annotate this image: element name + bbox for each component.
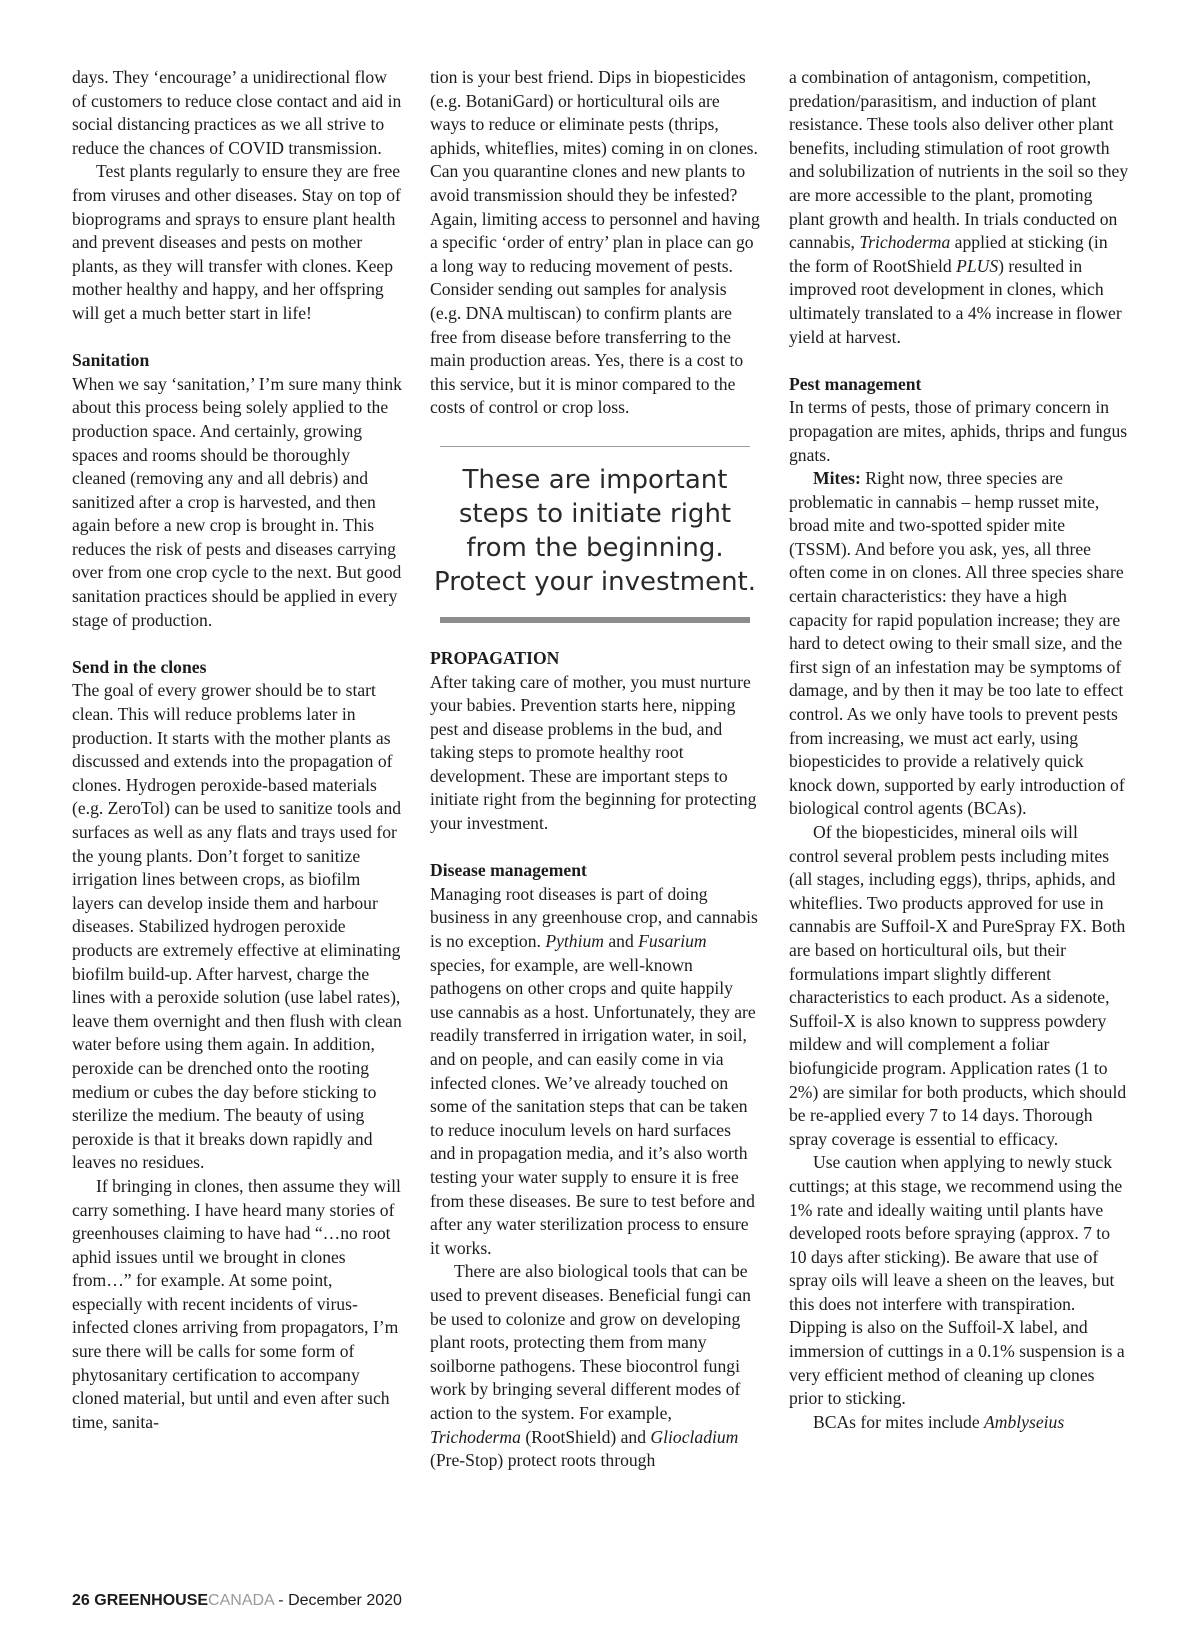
pullquote: These are important steps to initiate right from the beginning. Protect your investment. [434,464,757,597]
paragraph: The goal of every grower should be to start clean. This will reduce problems later in production. It starts with the mother plants as discussed and extends into the propagation of clones. Hydrogen peroxide-based materials (e.g. ZeroTol) can be used to sanitize tools and surfaces as well as any flats and trays used for the young plants. Don’t forget to sanitize irrigation lines between crops, as biofilm layers can develop inside them and harbour diseases. Stabilized hydrogen peroxide products are extremely effective at eliminating biofilm build-up. After harvest, charge the lines with a peroxide solution (use label rates), leave them overnight and then flush with clean water before using them again. In addition, peroxide can be drenched onto the rooting medium or cubes the day before sticking to sterilize the medium. The beauty of using peroxide is that it breaks down rapidly and leaves no residues. [72,680,402,1173]
section-heading-propagation: PROPAGATION [430,647,560,668]
section-heading-sanitation: Sanitation [72,350,150,371]
section-heading-pest: Pest management [789,373,922,394]
page-footer [72,1592,402,1610]
section-heading-clones: Send in the clones [72,656,207,677]
paragraph: After taking care of mother, you must nurture your babies. Prevention starts here, nipping pest and disease problems in the bud, and taking steps to promote healthy root development. These are important steps to initiate right from the beginning for protecting your investment. [430,671,757,834]
paragraph: Test plants regularly to ensure they are free from viruses and other diseases. Stay on top of bioprograms and sprays to ensure plant health and prevent diseases and pests on mother plants, as they will transfer with clones. Keep mother healthy and happy, and her offspring will get a much better start in life! [72,161,401,323]
paragraph: days. They ‘encourage’ a unidirectional flow of customers to reduce close contact and aid in social distancing practices as we all strive to reduce the chances of COVID transmission. [72,67,402,158]
paragraph: There are also biological tools that can be used to prevent diseases. Beneficial fungi can be used to colonize and grow on developing plant roots, protecting them from many soilborne pathogens. These biocontrol fungi work by bringing several different modes of action to the system. For example, Trichoderma (RootShield) and Gliocladium (Pre-Stop) protect roots through [430,1261,751,1471]
issue-date: - December 2020 [278,1592,402,1609]
paragraph: BCAs for mites include Amblyseius [813,1411,1065,1432]
paragraph: If bringing in clones, then assume they will carry something. I have heard many stories of greenhouses claiming to have had “…no root aphid issues until we brought in clones from…” for example. At some point, especially with recent incidents of virus-infected clones arriving from propagators, I’m sure there will be calls for some form of phytosanitary certification to accompany cloned material, but until and even after such time, sanita- [72,1175,401,1432]
article-column-1 [72,66,402,1434]
article-column-3 [789,66,1129,1434]
paragraph: Mites: Right now, three species are problematic in cannabis – hemp russet mite, broad mite and two-spotted spider mite (TSSM). And before you ask, yes, all three often come in on clones. All three species share certain characteristics: they have a high capacity for rapid population increase; they are hard to detect owing to their small size, and the first sign of an infestation may be symptoms of damage, and by then it may be too late to effect control. As we only have tools to prevent pests from increasing, we must act early, using biopesticides to provide a relatively quick knock down, supported by early introduction of biological control agents (BCAs). [789,468,1125,819]
paragraph: Of the biopesticides, mineral oils will control several problem pests including mites (all stages, including eggs), thrips, aphids, and whiteflies. Two products approved for use in cannabis are Suffoil-X and PureSpray FX. Both are based on horticultural oils, but their formulations impart slightly different characteristics to each product. As a sidenote, Suffoil-X is also known to suppress powdery mildew and will complement a foliar biofungicide program. Application rates (1 to 2%) are similar for both products, which should be re-applied every 7 to 14 days. Thorough spray coverage is essential to efficacy. [789,822,1127,1149]
page-number: 26 [72,1592,90,1609]
magazine-name: GREENHOUSE [94,1592,209,1609]
pullquote-divider-top [440,446,750,447]
paragraph: In terms of pests, those of primary concern in propagation are mites, aphids, thrips and fungus gnats. [789,397,1128,465]
article-column-2 [430,66,760,1473]
paragraph: tion is your best friend. Dips in biopesticides (e.g. BotaniGard) or horticultural oils are ways to reduce or eliminate pests (thrips, aphids, whiteflies, mites) coming in on clones. Can you quarantine clones and new plants to avoid transmission should they be infested? Again, limiting access to personnel and having a specific ‘order of entry’ plan in place can go a long way to reducing movement of pests. Consider sending out samples for analysis (e.g. DNA multiscan) to confirm plants are free from disease before transferring to the main production areas. Yes, there is a cost to this service, but it is minor compared to the costs of control or crop loss. [430,67,760,418]
pullquote-divider-bottom [440,617,750,623]
magazine-name-suffix: CANADA [208,1592,274,1609]
section-heading-disease: Disease management [430,860,587,881]
paragraph: When we say ‘sanitation,’ I’m sure many think about this process being solely applied to the production space. And certainly, growing spaces and rooms should be thoroughly cleaned (removing any and all debris) and sanitized after a crop is harvested, and then again before a new crop is brought in. This reduces the risk of pests and diseases carrying over from one crop cycle to the next. But good sanitation practices should be applied in every stage of production. [72,373,402,630]
paragraph: Use caution when applying to newly stuck cuttings; at this stage, we recommend using the 1% rate and ideally waiting until plants have developed roots before spraying (approx. 7 to 10 days after sticking). Be aware that use of spray oils will leave a sheen on the leaves, but this does not interfere with transpiration. Dipping is also on the Suffoil-X label, and immersion of cuttings in a 0.1% suspension is a very efficient method of cleaning up clones prior to sticking. [789,1152,1125,1409]
paragraph: Managing root diseases is part of doing business in any greenhouse crop, and cannabis is no exception. Pythium and Fusarium species, for example, are well-known pathogens on other crops and quite happily use cannabis as a host. Unfortunately, they are readily transferred in irrigation water, in soil, and on people, and can easily come in via infected clones. We’ve already touched on some of the sanitation steps that can be taken to reduce inoculum levels on hard surfaces and in propagation media, and it’s also worth testing your water supply to ensure it is free from these diseases. Be sure to test before and after any water sterilization process to ensure it works. [430,883,758,1258]
paragraph: a combination of antagonism, competition, predation/parasitism, and induction of plant resistance. These tools also deliver other plant benefits, including stimulation of root growth and solubilization of nutrients in the soil so they are more accessible to the plant, promoting plant growth and health. In trials conducted on cannabis, Trichoderma applied at sticking (in the form of RootShield PLUS) resulted in improved root development in clones, which ultimately translated to a 4% increase in flower yield at harvest. [789,67,1129,347]
